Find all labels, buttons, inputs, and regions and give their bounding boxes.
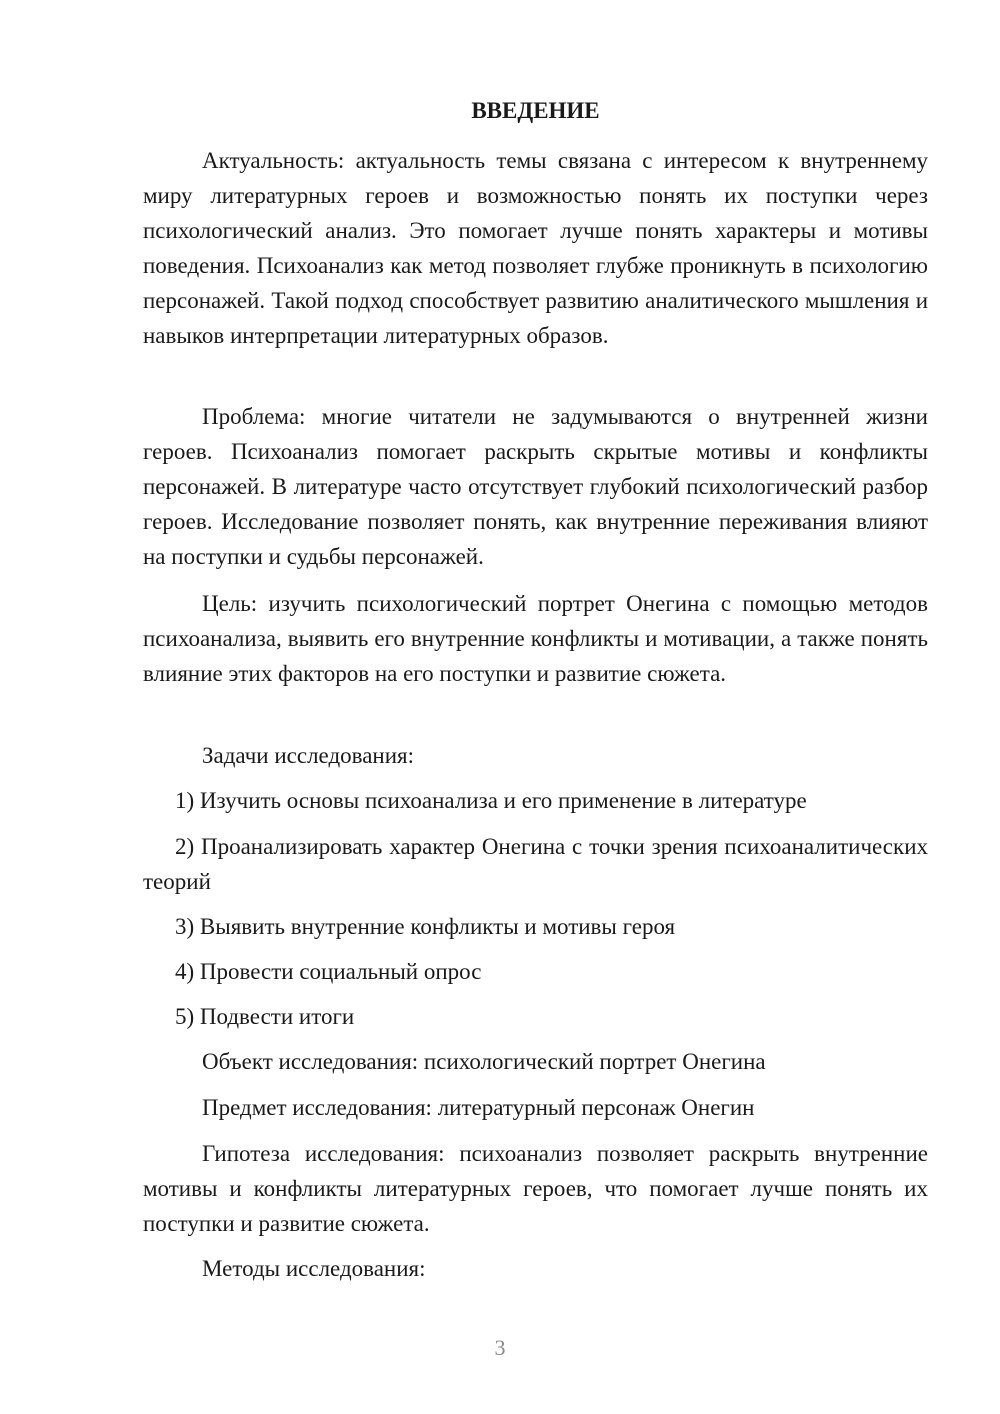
research-object: Объект исследования: психологический портрет Онегина bbox=[202, 1049, 766, 1074]
task-item-3: 3) Выявить внутренние конфликты и мотивы героя bbox=[175, 914, 676, 939]
research-subject: Предмет исследования: литературный персонаж Онегин bbox=[202, 1095, 755, 1120]
relevance-paragraph: Актуальность: актуальность темы связана с интересом к внутреннему миру литературных героев и возможностью понять их поступки через психологический анализ. Это помогает лучше понять характеры и мотивы поведения. Психоанализ как метод позволяет глубже проникнуть в психологию персонажей. Такой подход способствует развитию аналитического мышления и навыков интерпретации литературных образов. bbox=[143, 148, 928, 348]
task-item-2: 2) Проанализировать характер Онегина с точки зрения психоаналитических теорий bbox=[143, 834, 928, 894]
goal-paragraph: Цель: изучить психологический портрет Онегина с помощью методов психоанализа, выявить его внутренние конфликты и мотивации, а также понять влияние этих факторов на его поступки и развитие сюжета. bbox=[143, 591, 928, 686]
task-item-5: 5) Подвести итоги bbox=[175, 1004, 355, 1029]
task-item-4: 4) Провести социальный опрос bbox=[175, 959, 482, 984]
page-number: 3 bbox=[494, 1335, 506, 1360]
task-item-1: 1) Изучить основы психоанализа и его применение в литературе bbox=[175, 788, 807, 813]
section-title: ВВЕДЕНИЕ bbox=[471, 98, 600, 123]
methods-heading: Методы исследования: bbox=[202, 1256, 426, 1281]
hypothesis-paragraph: Гипотеза исследования: психоанализ позволяет раскрыть внутренние мотивы и конфликты литературных героев, что помогает лучше понять их поступки и развитие сюжета. bbox=[143, 1141, 928, 1236]
problem-paragraph: Проблема: многие читатели не задумываются о внутренней жизни героев. Психоанализ помогает раскрыть скрытые мотивы и конфликты персонажей. В литературе часто отсутствует глубокий психологический разбор героев. Исследование позволяет понять, как внутренние переживания влияют на поступки и судьбы персонажей. bbox=[143, 404, 928, 569]
tasks-heading: Задачи исследования: bbox=[202, 743, 415, 768]
